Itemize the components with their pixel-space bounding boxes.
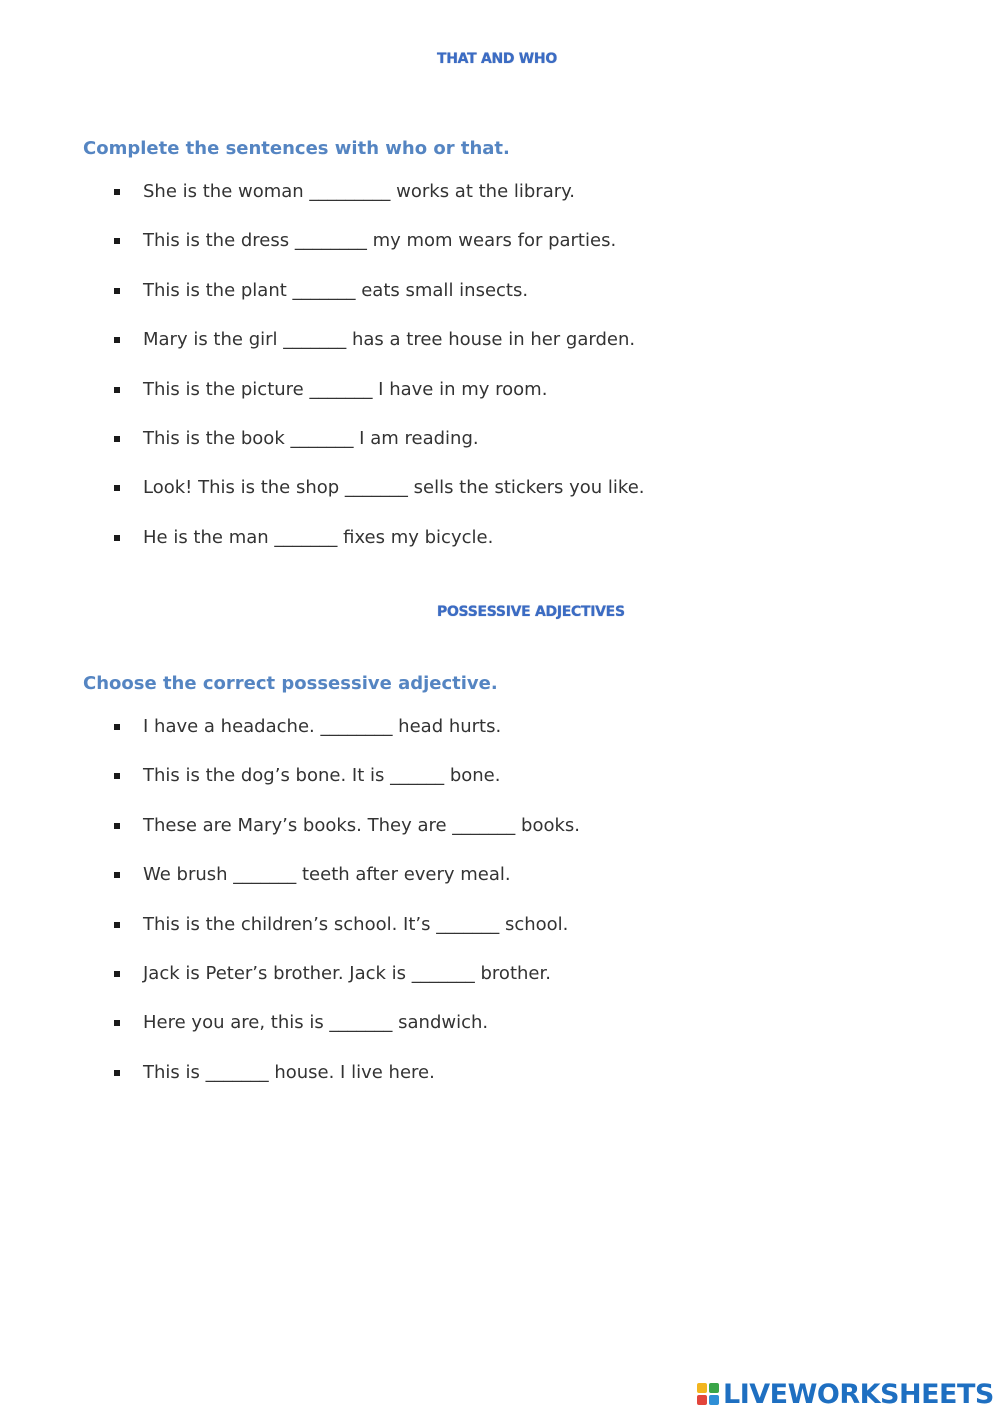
sentence-text: Look! This is the shop _______ sells the stickers you like. xyxy=(143,477,645,499)
sentence-text: We brush _______ teeth after every meal. xyxy=(143,864,511,886)
sentence-text: This is _______ house. I live here. xyxy=(143,1061,435,1083)
liveworksheets-logo-icon xyxy=(697,1383,719,1405)
bullet-icon xyxy=(114,485,120,491)
sentence-text: Here you are, this is _______ sandwich. xyxy=(143,1012,489,1034)
bullet-icon xyxy=(114,1070,120,1076)
sentence-text: This is the book _______ I am reading. xyxy=(143,427,479,449)
sentence-text: This is the dog’s bone. It is ______ bone. xyxy=(143,765,501,787)
bullet-icon xyxy=(114,387,120,393)
logo-text: LIVEWORKSHEETS xyxy=(723,1378,994,1410)
bullet-icon xyxy=(114,1020,120,1026)
bullet-icon xyxy=(114,724,120,730)
sentence-text: This is the dress ________ my mom wears for parties. xyxy=(143,230,617,252)
bullet-icon xyxy=(114,823,120,829)
bullet-icon xyxy=(114,535,120,541)
sentence-text: Mary is the girl _______ has a tree house in her garden. xyxy=(143,329,636,351)
bullet-icon xyxy=(114,238,120,244)
bullet-icon xyxy=(114,436,120,442)
bullet-icon xyxy=(114,189,120,195)
section-title-that-and-who: THAT AND WHO xyxy=(437,51,557,67)
bullet-icon xyxy=(114,971,120,977)
bullet-icon xyxy=(114,288,120,294)
bullet-icon xyxy=(114,872,120,878)
sentence-text: This is the plant _______ eats small insects. xyxy=(143,279,529,301)
sentence-text: Jack is Peter’s brother. Jack is _______ brother. xyxy=(143,962,551,984)
instruction-possessive-adjective: Choose the correct possessive adjective. xyxy=(83,673,498,694)
liveworksheets-logo[interactable] xyxy=(697,1377,994,1411)
sentence-text: This is the children’s school. It’s _______ school. xyxy=(143,913,569,935)
instruction-who-or-that: Complete the sentences with who or that. xyxy=(83,138,510,159)
sentence-text: These are Mary’s books. They are _______ books. xyxy=(143,814,580,836)
bullet-icon xyxy=(114,773,120,779)
section-title-possessive-adjectives: POSSESSIVE ADJECTIVES xyxy=(437,604,625,620)
sentence-text: He is the man _______ fixes my bicycle. xyxy=(143,526,494,548)
sentence-text: I have a headache. ________ head hurts. xyxy=(143,716,502,737)
sentence-text: She is the woman _________ works at the library. xyxy=(143,181,575,202)
bullet-icon xyxy=(114,337,120,343)
bullet-icon xyxy=(114,922,120,928)
sentence-text: This is the picture _______ I have in my room. xyxy=(143,378,548,400)
